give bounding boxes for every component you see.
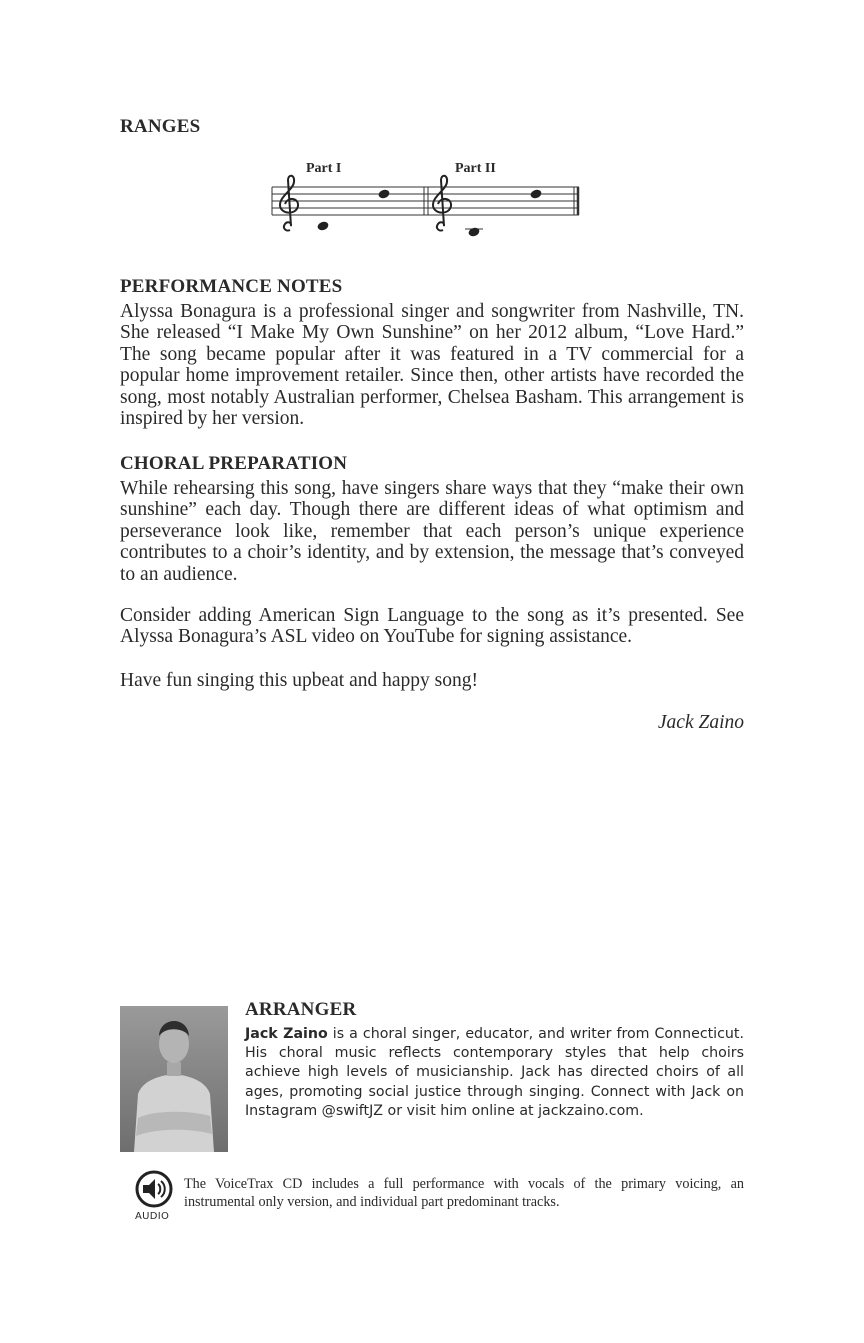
- part-2-label: Part II: [455, 161, 496, 176]
- signature: Jack Zaino: [657, 712, 744, 733]
- treble-clef-icon: [433, 176, 451, 231]
- arranger-bio: [245, 1025, 744, 1121]
- choral-preparation-paragraph-3: Have fun singing this upbeat and happy song!: [120, 670, 478, 691]
- audio-label: AUDIO: [135, 1211, 170, 1222]
- choral-preparation-paragraph-2: Consider adding American Sign Language to the song as it’s presented. See Alyssa Bonagura’s ASL video on YouTube for signing assistance.: [120, 605, 744, 648]
- audio-note: The VoiceTrax CD includes a full performance with vocals of the primary voicing, an instrumental only version, and individual part predominant tracks.: [184, 1176, 744, 1210]
- arranger-bio-text: is a choral singer, educator, and writer from Connecticut. His choral music reflects contemporary styles that help choirs achieve high levels of musicianship. Jack has directed choirs of all ages, promoting social justice through singing. Connect with Jack on Instagram @swiftJZ or visit him online at jackzaino.com.: [245, 1026, 744, 1119]
- part-1-high-note: [377, 188, 390, 199]
- arranger-name: Jack Zaino: [245, 1026, 328, 1042]
- part-1-label: Part I: [306, 161, 342, 176]
- choral-preparation-paragraph-1: While rehearsing this song, have singers share ways that they “make their own sunshine” each day. Though there are different ideas of what optimism and perseverance look like, remember that each person’s unique experience contributes to a choir’s identity, and by extension, the message that’s conveyed to an audience.: [120, 478, 744, 585]
- ranges-staff: [268, 150, 584, 242]
- performance-notes-text: Alyssa Bonagura is a professional singer and songwriter from Nashville, TN. She released “I Make My Own Sunshine” on her 2012 album, “Love Hard.” The song became popular after it was featured in a TV commercial for a popular home improvement retailer. Since then, other artists have recorded the song, most notably Australian performer, Chelsea Basham. This arrangement is inspired by her version.: [120, 301, 744, 430]
- part-2-high-note: [529, 188, 542, 199]
- arranger-photo: [120, 1006, 228, 1152]
- choral-preparation-heading: CHORAL PREPARATION: [120, 453, 348, 474]
- part-1-low-note: [316, 220, 329, 231]
- part-2-low-note: [467, 226, 480, 237]
- performance-notes-heading: PERFORMANCE NOTES: [120, 276, 343, 297]
- ranges-heading: RANGES: [120, 116, 201, 137]
- treble-clef-icon: [280, 176, 298, 231]
- arranger-heading: ARRANGER: [245, 999, 357, 1020]
